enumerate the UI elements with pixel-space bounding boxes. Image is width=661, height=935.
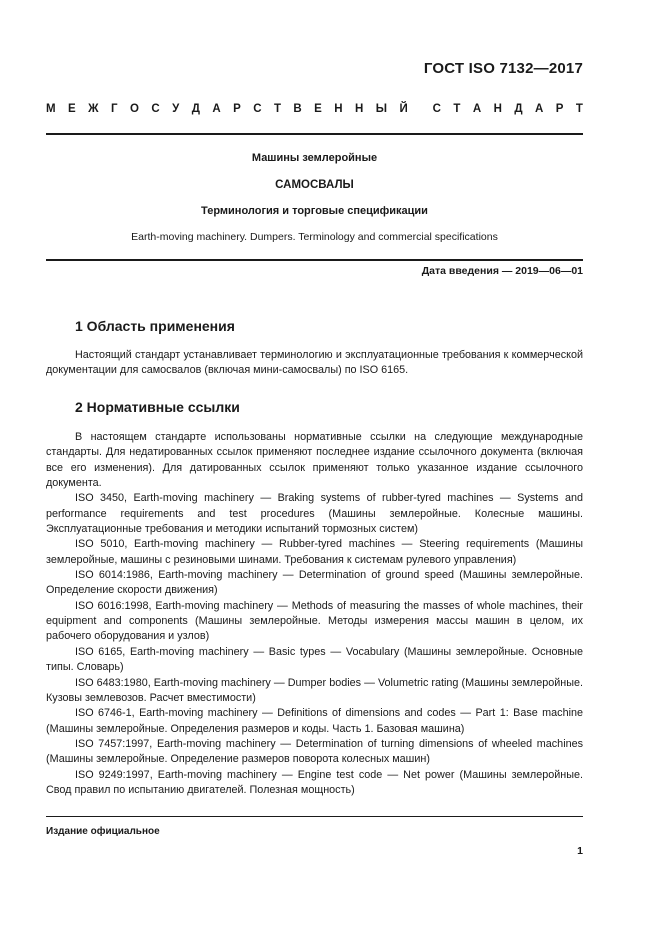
reference-item: ISO 3450, Earth-moving machinery — Braking systems of rubber-tyred machines — Systems and performance requirements and test procedures (Машины землеройные. Колесные машины. Эксплуатационные требования и методики испытаний тормозных систем) bbox=[46, 492, 583, 536]
interstate-letter: Ы bbox=[375, 103, 388, 115]
title-rule bbox=[46, 259, 583, 261]
title-line-1: Машины землеройные bbox=[251, 152, 378, 164]
interstate-letter: Н bbox=[334, 103, 343, 115]
title-english: Earth-moving machinery. Dumpers. Terminology and commercial specifications bbox=[131, 231, 498, 243]
interstate-letter: С bbox=[151, 103, 160, 115]
interstate-standard-label bbox=[46, 103, 583, 115]
interstate-letter: Т bbox=[575, 103, 583, 115]
interstate-letter: Д bbox=[514, 103, 523, 115]
interstate-letter: В bbox=[293, 103, 302, 115]
reference-item: ISO 6746-1, Earth-moving machinery — Definitions of dimensions and codes — Part 1: Base machine (Машины землеройные. Определения размеров и коды. Часть 1. Базовая машина) bbox=[46, 707, 583, 735]
interstate-letter: Н bbox=[355, 103, 364, 115]
interstate-letter: Р bbox=[555, 103, 564, 115]
reference-item: ISO 6165, Earth-moving machinery — Basic types — Vocabulary (Машины землеройные. Основные типы. Словарь) bbox=[46, 645, 583, 674]
interstate-letter: Е bbox=[68, 103, 76, 115]
footer-rule bbox=[46, 816, 583, 817]
section-1-heading: 1 Область применения bbox=[75, 318, 235, 334]
interstate-letter: С bbox=[253, 103, 262, 115]
section-1-body bbox=[46, 348, 583, 379]
section-1-paragraph: Настоящий стандарт устанавливает терминологию и эксплуатационные требования к коммерческой документации для самосвалов (включая мини-самосвалы) по ISO 6165. bbox=[46, 349, 583, 377]
interstate-letter: Й bbox=[399, 103, 408, 115]
interstate-letter: С bbox=[432, 103, 441, 115]
page-number: 1 bbox=[577, 845, 583, 857]
interstate-letter: Т bbox=[273, 103, 281, 115]
reference-item: ISO 7457:1997, Earth-moving machinery — Determination of turning dimensions of wheeled machines (Машины землеройные. Определение размеров поворота колесных машин) bbox=[46, 737, 583, 766]
interstate-letter: У bbox=[172, 103, 180, 115]
section-2-heading: 2 Нормативные ссылки bbox=[75, 399, 240, 415]
header-rule bbox=[46, 133, 583, 135]
interstate-letter: Н bbox=[493, 103, 502, 115]
interstate-letter: О bbox=[129, 103, 139, 115]
interstate-letter: Т bbox=[453, 103, 461, 115]
title-line-3: Терминология и торговые спецификации bbox=[201, 205, 428, 217]
reference-item: ISO 6016:1998, Earth-moving machinery — Methods of measuring the masses of whole machines, their equipment and components (Машины землеройные. Методы измерения массы машин в целом, их рабочего оборудования и узлов) bbox=[46, 599, 583, 643]
reference-item: ISO 6014:1986, Earth-moving machinery — Determination of ground speed (Машины землеройные. Определение скорости движения) bbox=[46, 569, 583, 597]
official-edition-label: Издание официальное bbox=[46, 826, 160, 837]
interstate-letter: А bbox=[472, 103, 482, 115]
reference-item: ISO 5010, Earth-moving machinery — Rubber-tyred machines — Steering requirements (Машины землеройные, машины с резиновыми шинами. Требования к системам рулевого управления) bbox=[46, 538, 583, 566]
interstate-letter: Ж bbox=[88, 103, 99, 115]
interstate-letter: Г bbox=[110, 103, 118, 115]
section-2-intro: В настоящем стандарте использованы нормативные ссылки на следующие международные стандарты. Для недатированных ссылок применяют последнее издание ссылочного документа (включая все его изменения). Для датированных ссылок применяют только указанное издание ссылочного документа. bbox=[46, 431, 583, 490]
standard-code: ГОСТ ISO 7132—2017 bbox=[423, 60, 583, 77]
interstate-letter: Е bbox=[314, 103, 322, 115]
introduction-date: Дата введения — 2019—06—01 bbox=[421, 265, 583, 277]
interstate-letter: А bbox=[534, 103, 544, 115]
reference-item: ISO 9249:1997, Earth-moving machinery — Engine test code — Net power (Машины землеройные. Свод правил по испытанию двигателей. Полезная мощность) bbox=[46, 768, 583, 796]
interstate-letter: Д bbox=[191, 103, 200, 115]
interstate-letter: А bbox=[212, 103, 221, 115]
section-2-body bbox=[46, 430, 583, 798]
interstate-letter: М bbox=[46, 103, 56, 115]
title-line-2: САМОСВАЛЫ bbox=[275, 179, 354, 191]
reference-item: ISO 6483:1980, Earth-moving machinery — Dumper bodies — Volumetric rating (Машины землеройные. Кузовы землевозов. Расчет вместимости) bbox=[46, 676, 583, 704]
interstate-letter: Р bbox=[233, 103, 241, 115]
